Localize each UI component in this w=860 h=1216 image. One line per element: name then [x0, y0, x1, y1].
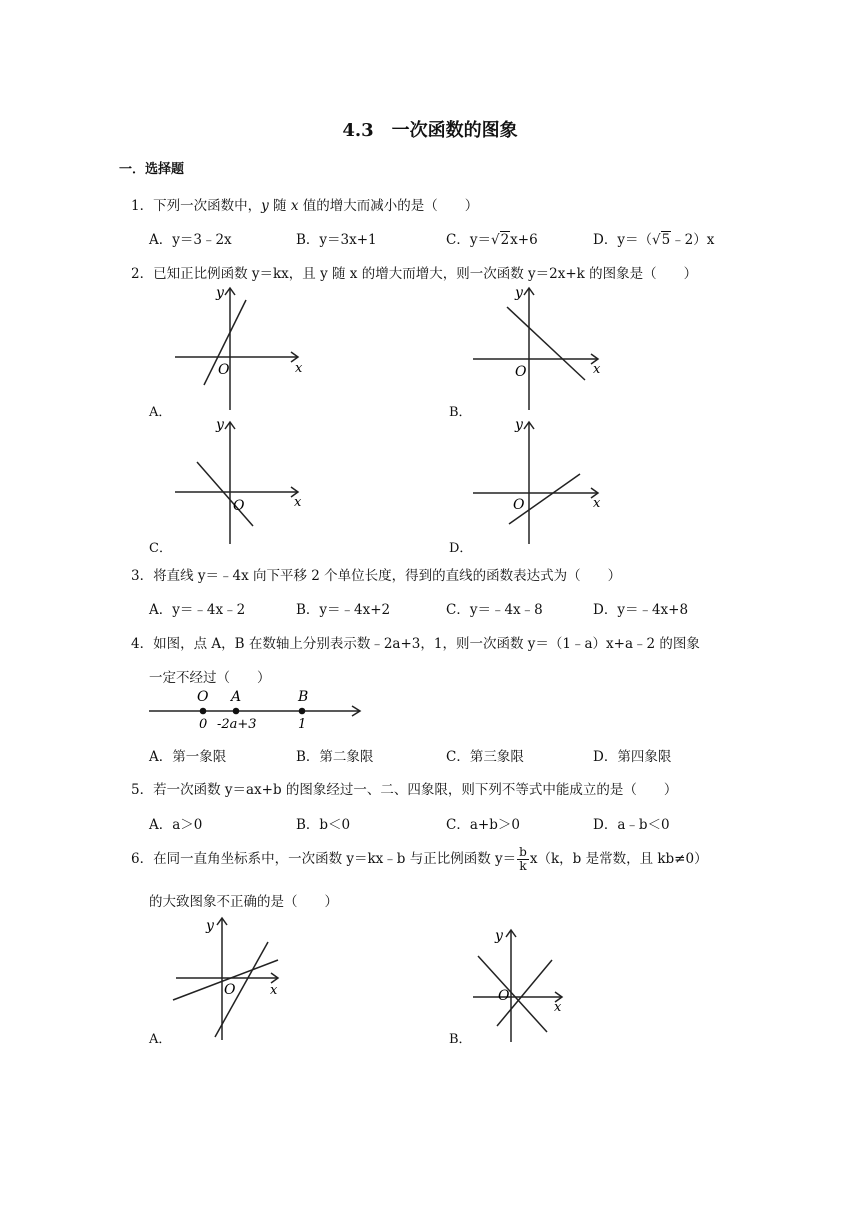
q1-option-d-prefix: D．y＝（ — [593, 232, 652, 248]
origin-label: O — [218, 362, 230, 378]
q1-option-d-suffix: ﹣2）x — [671, 232, 715, 248]
q5-option-c[interactable]: C．a+b＞0 — [446, 817, 520, 833]
q5-option-b[interactable]: B．b＜0 — [296, 817, 351, 833]
q2-option-a[interactable]: A． — [149, 405, 172, 420]
question-6-stem-line2: 的大致图象不正确的是（ ） — [149, 894, 338, 910]
q2-graph-b — [470, 282, 610, 412]
q5-option-d[interactable]: D．a﹣b＜0 — [593, 817, 670, 833]
origin-label: O — [233, 498, 245, 514]
point-a — [233, 708, 240, 715]
q1-option-c-suffix: x+6 — [510, 232, 538, 248]
q6-graph-b — [470, 924, 580, 1044]
q1-option-b[interactable]: B．y＝3x+1 — [296, 232, 377, 248]
question-3-stem: 3．将直线 y＝﹣4x 向下平移 2 个单位长度，得到的直线的函数表达式为（ ） — [131, 568, 622, 584]
q3-option-c[interactable]: C．y＝﹣4x﹣8 — [446, 602, 543, 618]
question-6-stem-line1 — [131, 846, 708, 873]
q6-stem-part: x（k，b 是常数，且 kb≠0） — [529, 851, 708, 867]
tick-a-label: -2a+3 — [217, 717, 257, 732]
y-axis-label: y — [216, 417, 224, 433]
origin-label: O — [515, 364, 527, 380]
question-4-stem-line2: 一定不经过（ ） — [149, 670, 271, 686]
q3-option-a[interactable]: A．y＝﹣4x﹣2 — [149, 602, 246, 618]
origin-label: O — [224, 982, 236, 998]
x-axis-label: x — [270, 983, 278, 998]
q6-fraction — [517, 846, 529, 873]
q2-graph-a — [170, 282, 310, 412]
y-axis-label: y — [495, 928, 503, 944]
q4-option-d[interactable]: D．第四象限 — [593, 749, 672, 765]
q1-stem-part: 值的增大而减小的是（ ） — [298, 198, 479, 214]
point-o — [200, 708, 207, 715]
q1-option-c-prefix: C．y＝ — [446, 232, 491, 248]
tick-0-label: 0 — [199, 717, 208, 732]
point-o-label: O — [197, 689, 209, 705]
q1-stem-var-x: x — [290, 198, 299, 214]
x-axis-label: x — [294, 495, 302, 510]
question-2-stem: 2．已知正比例函数 y＝kx，且 y 随 x 的增大而增大，则一次函数 y＝2x+k 的图象是（ ） — [131, 266, 698, 282]
y-axis-label: y — [515, 285, 523, 301]
q2-option-b[interactable]: B． — [449, 405, 472, 420]
x-axis-label: x — [295, 361, 303, 376]
q1-stem-part: 随 — [268, 198, 291, 214]
q6-stem-part: 6．在同一直角坐标系中，一次函数 y＝kx﹣b 与正比例函数 y＝ — [131, 851, 517, 867]
q1-option-d[interactable]: D．y＝（√5﹣2）x — [593, 232, 715, 248]
q5-option-a[interactable]: A．a＞0 — [149, 817, 203, 833]
q2-graph-d — [470, 414, 610, 544]
x-axis-label: x — [554, 1000, 562, 1015]
q2-graph-c — [170, 414, 310, 544]
tick-1-label: 1 — [298, 717, 307, 732]
y-axis-label: y — [216, 285, 224, 301]
graph-line-1 — [478, 956, 547, 1032]
q4-option-a[interactable]: A．第一象限 — [149, 749, 227, 765]
q4-option-b[interactable]: B．第二象限 — [296, 749, 374, 765]
q4-option-c[interactable]: C．第三象限 — [446, 749, 524, 765]
x-axis-label: x — [593, 362, 601, 377]
graph-line-2 — [215, 942, 268, 1037]
q1-option-c-radicand: 2 — [500, 232, 510, 248]
q6-graph-a — [170, 912, 305, 1042]
q1-stem-var-y: y — [261, 198, 269, 214]
q6-option-b[interactable]: B． — [449, 1032, 472, 1047]
y-axis-label: y — [515, 417, 523, 433]
section-heading: 一．选择题 — [119, 162, 185, 177]
question-4-stem-line1: 4．如图，点 A，B 在数轴上分别表示数﹣2a+3，1，则一次函数 y＝（1﹣a）x+a﹣2 的图象 — [131, 636, 700, 652]
q6-option-a[interactable]: A． — [149, 1032, 172, 1047]
q1-option-c[interactable]: C．y＝√2x+6 — [446, 232, 538, 248]
point-a-label: A — [231, 689, 242, 705]
point-b — [299, 708, 306, 715]
y-axis-label: y — [206, 918, 214, 934]
graph-line — [197, 462, 253, 526]
point-b-label: B — [298, 689, 309, 705]
q1-option-a[interactable]: A．y＝3﹣2x — [149, 232, 232, 248]
page-title: 4.3 一次函数的图象 — [342, 120, 518, 141]
q2-option-d[interactable]: D． — [449, 541, 473, 556]
question-1-stem — [131, 194, 478, 214]
origin-label: O — [498, 988, 510, 1004]
q1-stem-part: 1．下列一次函数中， — [131, 198, 262, 214]
x-axis-label: x — [593, 496, 601, 511]
q3-option-d[interactable]: D．y＝﹣4x+8 — [593, 602, 689, 618]
q6-fraction-numerator: b — [519, 845, 527, 859]
q3-option-b[interactable]: B．y＝﹣4x+2 — [296, 602, 391, 618]
q2-option-c[interactable]: C． — [149, 541, 172, 556]
q4-number-line — [145, 686, 370, 736]
q1-option-d-radicand: 5 — [661, 232, 671, 248]
q6-fraction-denominator: k — [519, 859, 527, 873]
origin-label: O — [513, 497, 525, 513]
question-5-stem: 5．若一次函数 y＝ax+b 的图象经过一、二、四象限，则下列不等式中能成立的是（ ） — [131, 782, 678, 798]
